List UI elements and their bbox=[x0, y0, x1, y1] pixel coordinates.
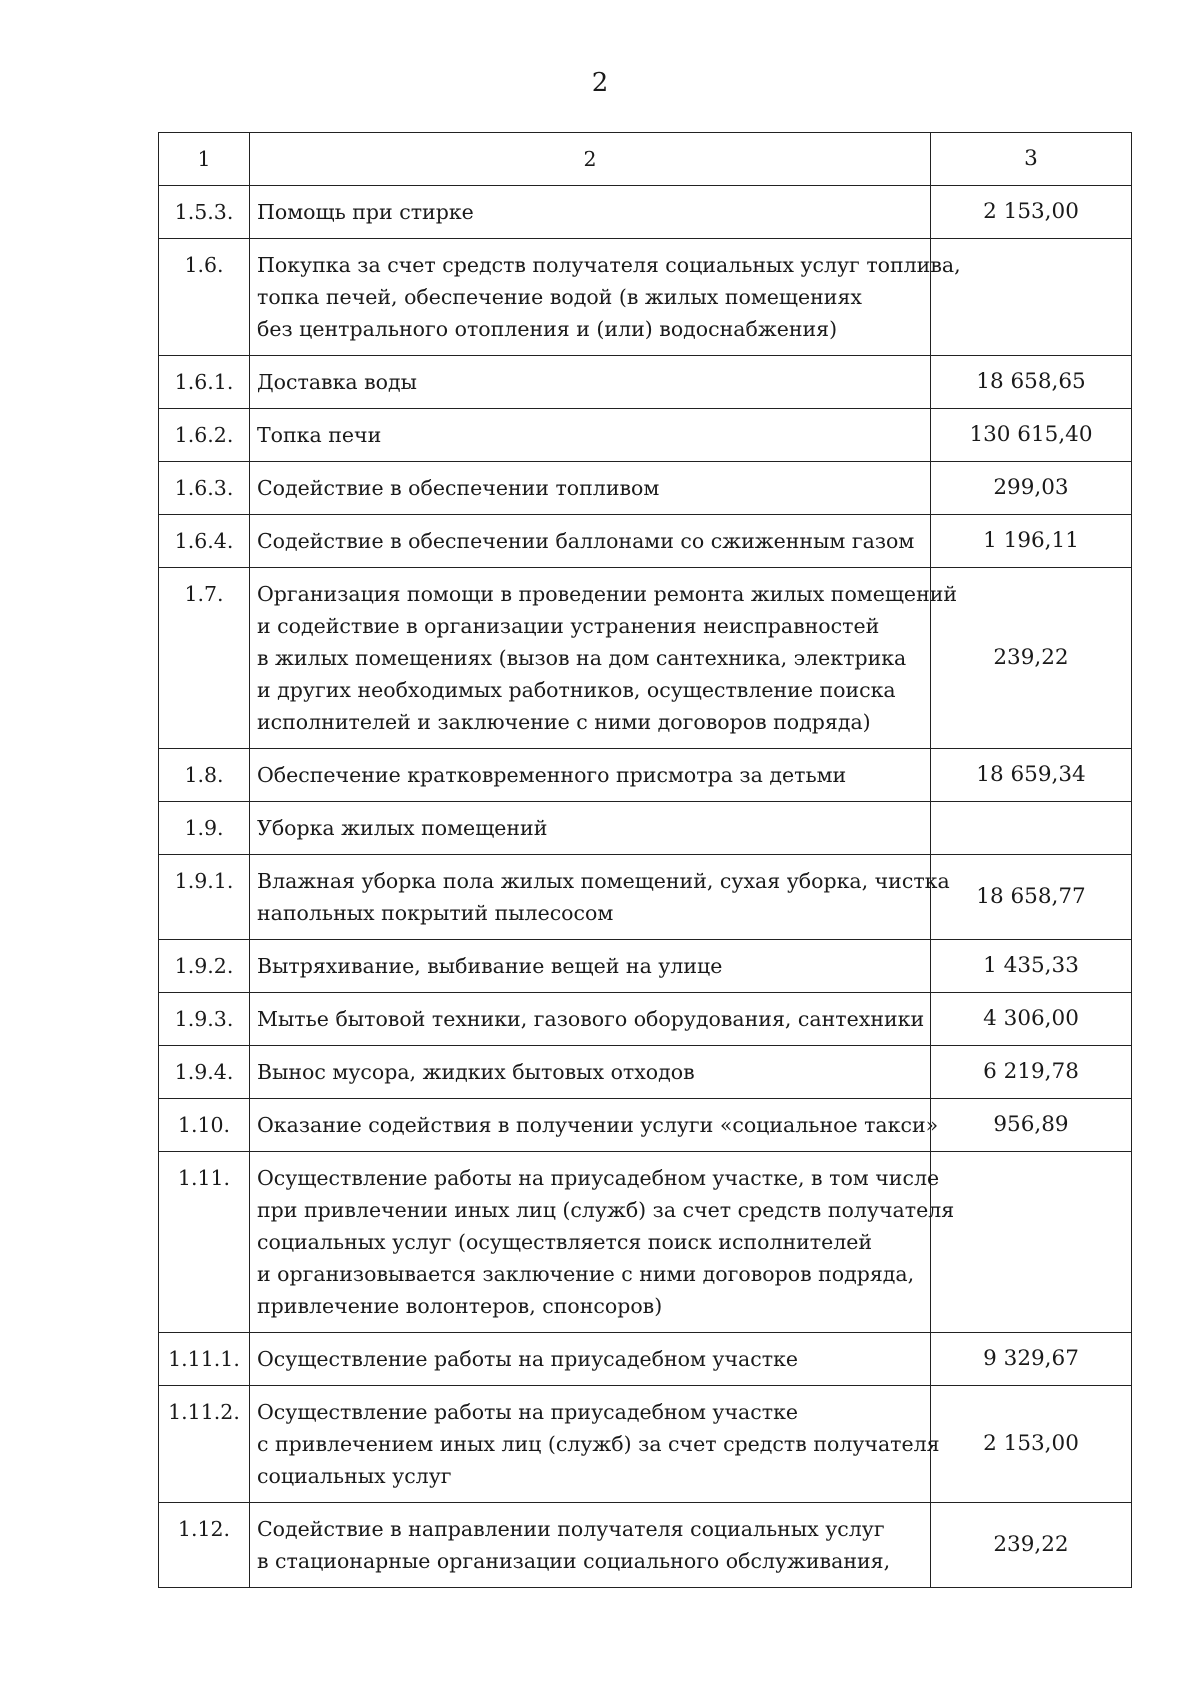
table-row bbox=[159, 462, 1132, 515]
row-value: 6 219,78 bbox=[931, 1046, 1132, 1099]
description-line: при привлечении иных лиц (служб) за счет средств получателя bbox=[257, 1198, 955, 1222]
row-value: 1 196,11 bbox=[931, 515, 1132, 568]
page-number: 2 bbox=[591, 68, 609, 98]
description-line: Вытряхивание, выбивание вещей на улице bbox=[257, 954, 723, 978]
row-value: 239,22 bbox=[931, 1503, 1132, 1588]
description-line: в стационарные организации социального обслуживания, bbox=[257, 1549, 891, 1573]
description-line: Содействие в обеспечении топливом bbox=[257, 476, 660, 500]
row-value: 18 658,65 bbox=[931, 356, 1132, 409]
row-value bbox=[931, 239, 1132, 356]
row-value: 1 435,33 bbox=[931, 940, 1132, 993]
row-description bbox=[250, 462, 931, 515]
description-line: Вынос мусора, жидких бытовых отходов bbox=[257, 1060, 695, 1084]
row-description bbox=[250, 855, 950, 940]
description-line: Организация помощи в проведении ремонта жилых помещений bbox=[257, 582, 958, 606]
table-row bbox=[159, 940, 1132, 993]
row-description bbox=[250, 993, 931, 1046]
row-number: 1.9.2. bbox=[159, 940, 250, 993]
description-line: социальных услуг bbox=[257, 1464, 452, 1488]
description-line: Уборка жилых помещений bbox=[257, 816, 548, 840]
table-row bbox=[159, 409, 1132, 462]
row-number: 1.6.4. bbox=[159, 515, 250, 568]
table-row bbox=[159, 855, 1132, 940]
row-value bbox=[931, 1152, 1132, 1333]
description-line: Содействие в направлении получателя социальных услуг bbox=[257, 1517, 885, 1541]
description-line: привлечение волонтеров, спонсоров) bbox=[257, 1294, 663, 1318]
description-line: Топка печи bbox=[257, 423, 382, 447]
table-row bbox=[159, 1386, 1132, 1503]
row-value: 130 615,40 bbox=[931, 409, 1132, 462]
description-line: Помощь при стирке bbox=[257, 200, 474, 224]
header-col-2: 2 bbox=[250, 133, 931, 186]
row-number: 1.11. bbox=[159, 1152, 250, 1333]
row-description bbox=[250, 409, 931, 462]
row-number: 1.11.1. bbox=[159, 1333, 250, 1386]
row-value: 956,89 bbox=[931, 1099, 1132, 1152]
row-description bbox=[250, 186, 931, 239]
row-number: 1.11.2. bbox=[159, 1386, 250, 1503]
table-row bbox=[159, 356, 1132, 409]
description-line: Влажная уборка пола жилых помещений, сухая уборка, чистка bbox=[257, 869, 950, 893]
row-description bbox=[250, 356, 931, 409]
row-number: 1.9. bbox=[159, 802, 250, 855]
row-number: 1.6. bbox=[159, 239, 250, 356]
table-row bbox=[159, 1099, 1132, 1152]
row-description bbox=[250, 515, 931, 568]
description-line: Осуществление работы на приусадебном участке bbox=[257, 1347, 799, 1371]
table-row bbox=[159, 1333, 1132, 1386]
table-row bbox=[159, 568, 1132, 749]
row-value: 4 306,00 bbox=[931, 993, 1132, 1046]
row-value: 18 659,34 bbox=[931, 749, 1132, 802]
row-number: 1.5.3. bbox=[159, 186, 250, 239]
row-number: 1.8. bbox=[159, 749, 250, 802]
description-line: Оказание содействия в получении услуги «социальное такси» bbox=[257, 1113, 939, 1137]
row-description bbox=[250, 749, 931, 802]
description-line: и организовывается заключение с ними договоров подряда, bbox=[257, 1262, 915, 1286]
table-row bbox=[159, 802, 1132, 855]
row-number: 1.6.1. bbox=[159, 356, 250, 409]
description-line: в жилых помещениях (вызов на дом сантехника, электрика bbox=[257, 646, 907, 670]
row-description bbox=[250, 1333, 931, 1386]
description-line: с привлечением иных лиц (служб) за счет средств получателя bbox=[257, 1432, 940, 1456]
row-value: 299,03 bbox=[931, 462, 1132, 515]
row-description bbox=[250, 1503, 931, 1588]
row-value: 9 329,67 bbox=[931, 1333, 1132, 1386]
table-row bbox=[159, 1046, 1132, 1099]
row-number: 1.9.3. bbox=[159, 993, 250, 1046]
row-number: 1.6.3. bbox=[159, 462, 250, 515]
table-row bbox=[159, 1152, 1132, 1333]
table-row bbox=[159, 186, 1132, 239]
table-header-row bbox=[159, 133, 1132, 186]
row-description bbox=[250, 1046, 931, 1099]
row-number: 1.10. bbox=[159, 1099, 250, 1152]
header-col-3: 3 bbox=[931, 133, 1132, 186]
row-value bbox=[931, 802, 1132, 855]
description-line: и содействие в организации устранения неисправностей bbox=[257, 614, 880, 638]
description-line: топка печей, обеспечение водой (в жилых помещениях bbox=[257, 285, 862, 309]
row-value: 2 153,00 bbox=[931, 1386, 1132, 1503]
description-line: социальных услуг (осуществляется поиск исполнителей bbox=[257, 1230, 873, 1254]
row-number: 1.6.2. bbox=[159, 409, 250, 462]
description-line: и других необходимых работников, осуществление поиска bbox=[257, 678, 896, 702]
table-row bbox=[159, 993, 1132, 1046]
row-number: 1.7. bbox=[159, 568, 250, 749]
table-row bbox=[159, 239, 1132, 356]
header-col-1: 1 bbox=[159, 133, 250, 186]
row-value: 239,22 bbox=[931, 568, 1132, 749]
row-description bbox=[250, 940, 931, 993]
description-line: Мытье бытовой техники, газового оборудования, сантехники bbox=[257, 1007, 925, 1031]
row-description bbox=[250, 802, 931, 855]
row-number: 1.12. bbox=[159, 1503, 250, 1588]
description-line: Обеспечение кратковременного присмотра за детьми bbox=[257, 763, 847, 787]
row-description bbox=[250, 1152, 955, 1333]
table-row bbox=[159, 515, 1132, 568]
description-line: Доставка воды bbox=[257, 370, 417, 394]
row-number: 1.9.4. bbox=[159, 1046, 250, 1099]
table-row bbox=[159, 749, 1132, 802]
description-line: исполнителей и заключение с ними договоров подряда) bbox=[257, 710, 871, 734]
row-number: 1.9.1. bbox=[159, 855, 250, 940]
row-value: 2 153,00 bbox=[931, 186, 1132, 239]
description-line: Осуществление работы на приусадебном участке, в том числе bbox=[257, 1166, 940, 1190]
table-body bbox=[159, 133, 1132, 1588]
services-tariff-table bbox=[158, 132, 1132, 1588]
description-line: без центрального отопления и (или) водоснабжения) bbox=[257, 317, 838, 341]
description-line: Содействие в обеспечении баллонами со сжиженным газом bbox=[257, 529, 915, 553]
row-description bbox=[250, 568, 958, 749]
row-description bbox=[250, 239, 961, 356]
description-line: Покупка за счет средств получателя социальных услуг топлива, bbox=[257, 253, 961, 277]
row-description bbox=[250, 1099, 939, 1152]
row-value: 18 658,77 bbox=[931, 855, 1132, 940]
table-row bbox=[159, 1503, 1132, 1588]
description-line: напольных покрытий пылесосом bbox=[257, 901, 614, 925]
description-line: Осуществление работы на приусадебном участке bbox=[257, 1400, 799, 1424]
row-description bbox=[250, 1386, 940, 1503]
